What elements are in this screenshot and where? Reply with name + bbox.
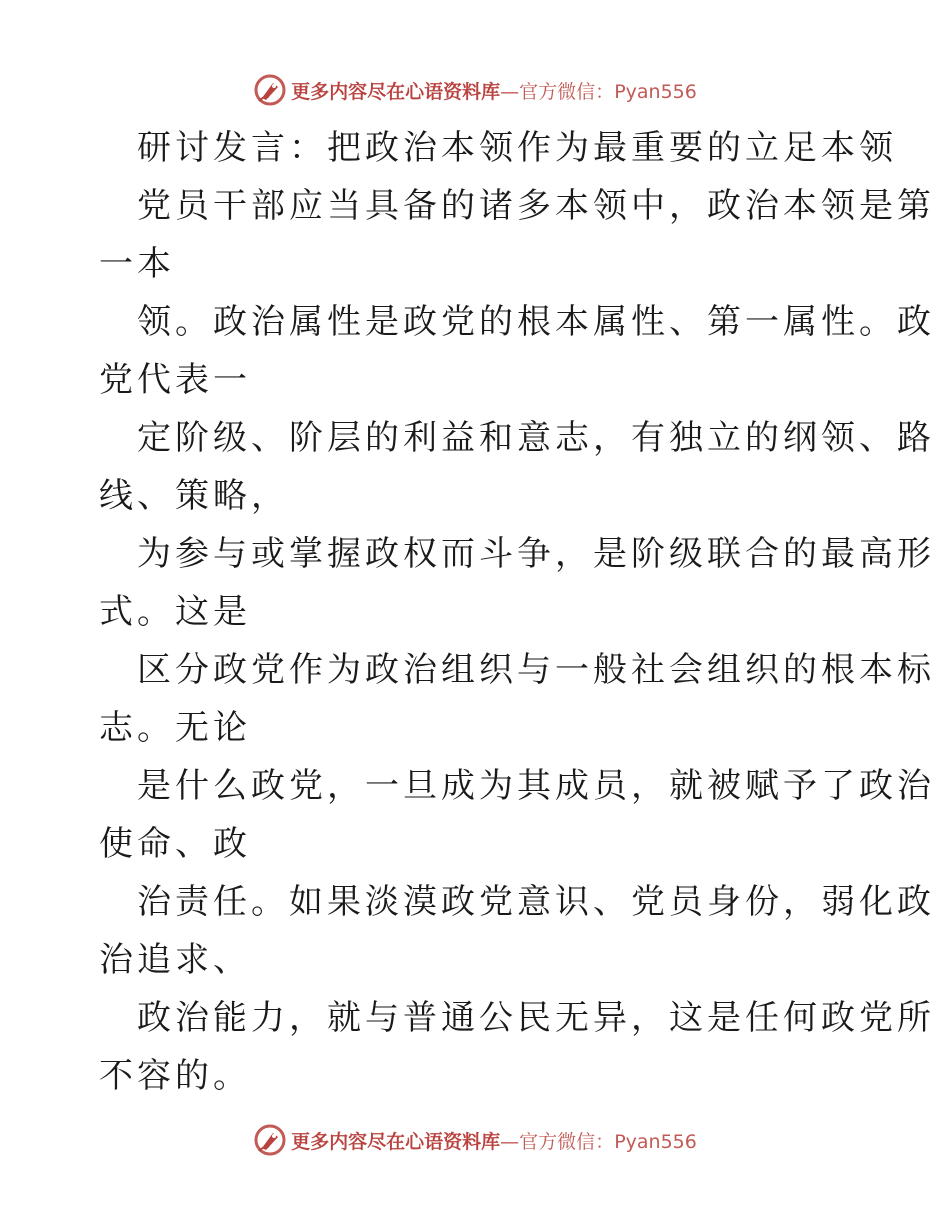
site-name: 更多内容尽在心语资料库 [291,80,501,103]
text-line: 治责任。如果淡漠政党意识、党员身份，弱化政 [137,882,935,922]
text-line: 为参与或掌握政权而斗争，是阶级联合的最高形 [137,534,935,574]
wechat-label: 官方微信： [519,80,615,103]
banner-dash: — [500,80,520,103]
text-line: 政治能力，就与普通公民无异，这是任何政党所 [137,998,935,1038]
text-line: 线、策略， [99,476,289,516]
wechat-id: Pyan556 [614,80,697,103]
text-line: 使命、政 [99,824,251,864]
text-line: 区分政党作为政治组织与一般社会组织的根本标 [137,650,935,690]
header-banner-text [291,77,697,104]
text-line: 志。无论 [99,708,251,748]
text-line: 是什么政党，一旦成为其成员，就被赋予了政治 [137,766,935,806]
text-line: 定阶级、阶层的利益和意志，有独立的纲领、路 [137,418,935,458]
site-name: 更多内容尽在心语资料库 [291,1130,501,1153]
text-line: 领。政治属性是政党的根本属性、第一属性。政 [137,302,935,342]
wechat-label: 官方微信： [519,1130,615,1153]
footer-banner [0,1120,950,1160]
text-line: 不容的。 [99,1056,251,1096]
text-line: 党员干部应当具备的诸多本领中，政治本领是第 [137,186,935,226]
pen-nib-logo-icon [253,1123,287,1157]
text-line: 党代表一 [99,360,251,400]
text-line: 治追求、 [99,940,251,980]
header-banner [0,70,950,110]
footer-banner-text [291,1127,697,1154]
wechat-id: Pyan556 [614,1130,697,1153]
text-line: 式。这是 [99,592,251,632]
text-line: 一本 [99,244,175,284]
document-title: 研讨发言：把政治本领作为最重要的立足本领 [137,128,897,168]
banner-dash: — [500,1130,520,1153]
pen-nib-logo-icon [253,73,287,107]
